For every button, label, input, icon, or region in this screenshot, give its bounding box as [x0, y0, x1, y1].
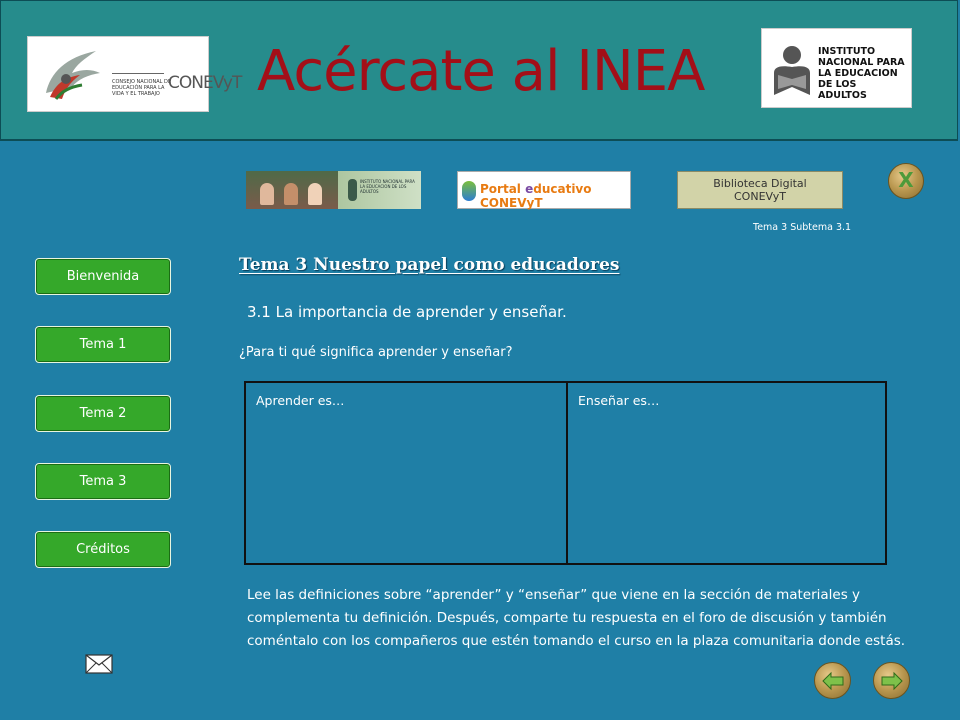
portal-label	[480, 182, 630, 210]
subtema-heading: 3.1 La importancia de aprender y enseñar.	[247, 303, 567, 321]
conevyt-logo	[27, 36, 242, 112]
inea-emblem-icon	[770, 43, 814, 97]
arrow-right-icon	[880, 671, 904, 691]
close-icon: X	[898, 168, 914, 192]
close-button[interactable]	[888, 163, 924, 199]
person-figure	[284, 183, 298, 205]
portal-e: e	[525, 182, 534, 196]
nav-tema-3-button[interactable]: Tema 3	[35, 463, 171, 500]
tema-title: Tema 3 Nuestro papel como educadores	[239, 255, 620, 275]
portal-prefix: Portal	[480, 182, 526, 196]
conevyt-org-text: CONSEJO NACIONAL DE EDUCACIÓN PARA LA VIDA Y EL TRABAJO	[112, 79, 172, 97]
page-title: Acércate al INEA	[257, 39, 705, 104]
answer-table	[244, 381, 887, 565]
person-figure	[260, 183, 274, 205]
biblioteca-line1: Biblioteca Digital	[713, 177, 807, 190]
inea-org-text: INSTITUTO NACIONAL PARA LA EDUCACION DE LOS ADULTOS	[818, 46, 905, 101]
portal-educativo-link[interactable]	[457, 171, 631, 209]
header	[0, 0, 958, 141]
inea-mini-icon	[348, 179, 357, 201]
nav-creditos-button[interactable]: Créditos	[35, 531, 171, 568]
person-figure	[308, 183, 322, 205]
next-button[interactable]	[873, 662, 910, 699]
logo-divider	[112, 73, 164, 74]
inea-logo	[761, 28, 912, 108]
nav-bienvenida-button[interactable]: Bienvenida	[35, 258, 171, 295]
conevyt-brand: CONEVyT	[168, 73, 242, 93]
instructions-paragraph: Lee las definiciones sobre “aprender” y “enseñar” que viene en la sección de materiales y complementa tu definición. Después, comparte tu respuesta en el foro de discusión y también coméntalo con los compañeros que estén tomando el curso en la plaza comunitaria donde estás.	[247, 587, 906, 649]
students-photo	[246, 171, 338, 209]
inea-photo-banner-link[interactable]	[246, 171, 421, 209]
portal-logo-icon	[462, 181, 476, 201]
eagle-emblem-icon	[36, 43, 108, 107]
mail-icon[interactable]	[85, 651, 113, 675]
question-text: ¿Para ti qué significa aprender y enseñar?	[239, 345, 513, 360]
aprender-cell: Aprender es…	[245, 382, 567, 564]
portal-suffix: ducativo CONEVyT	[480, 182, 592, 210]
biblioteca-label	[678, 177, 842, 203]
inea-mini-text: INSTITUTO NACIONAL PARA LA EDUCACION DE LOS ADULTOS	[360, 179, 415, 194]
previous-button[interactable]	[814, 662, 851, 699]
arrow-left-icon	[821, 671, 845, 691]
breadcrumb: Tema 3 Subtema 3.1	[753, 222, 852, 233]
ensenar-cell: Enseñar es…	[567, 382, 886, 564]
biblioteca-digital-link[interactable]	[677, 171, 843, 209]
nav-tema-1-button[interactable]: Tema 1	[35, 326, 171, 363]
nav-tema-2-button[interactable]: Tema 2	[35, 395, 171, 432]
biblioteca-line2: CONEVyT	[734, 190, 786, 203]
